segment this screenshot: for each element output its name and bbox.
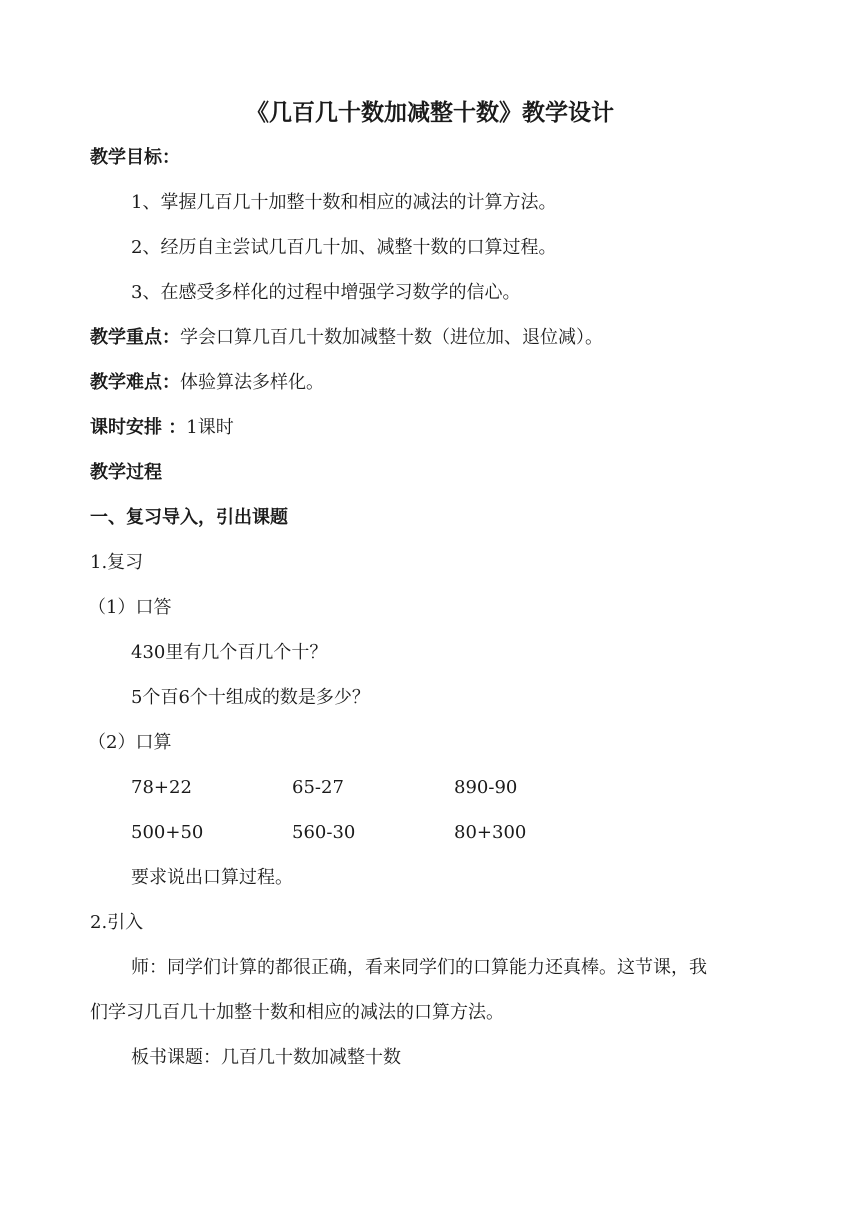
difficulty-text: 体验算法多样化。 [180,372,324,393]
intro-paragraph-line-2: 们学习几百几十加整十数和相应的减法的口算方法。 [90,1002,504,1023]
objective-item: 2、经历自主尝试几百几十加、减整十数的口算过程。 [131,237,557,258]
objective-item: 1、掌握几百几十加整十数和相应的减法的计算方法。 [131,192,557,213]
mental-math-heading: （2）口算 [88,732,172,753]
process-heading: 教学过程 [90,462,162,483]
math-problem: 80+300 [454,822,527,843]
oral-answer-heading: （1）口答 [88,597,172,618]
math-problem: 890-90 [454,777,518,798]
math-problem: 560-30 [292,822,356,843]
math-problem: 78+22 [131,777,192,798]
schedule-label: 课时安排 ： [90,417,187,438]
key-point-line [90,326,603,350]
board-title: 板书课题：几百几十数加减整十数 [131,1047,401,1068]
objectives-label: 教学目标： [90,147,180,168]
mental-math-instruction: 要求说出口算过程。 [131,867,293,888]
difficulty-line [90,371,324,395]
key-point-text: 学会口算几百几十数加减整十数（进位加、退位减）。 [180,327,603,348]
difficulty-label: 教学难点： [90,372,180,393]
math-problem: 500+50 [131,822,204,843]
schedule-text: 1课时 [186,417,234,438]
key-point-label: 教学重点： [90,327,180,348]
math-problem: 65-27 [292,777,344,798]
oral-question: 5个百6个十组成的数是多少？ [131,687,370,708]
oral-question: 430里有几个百几个十？ [131,642,328,663]
intro-heading: 2.引入 [90,912,144,933]
review-heading: 1.复习 [90,552,144,573]
intro-paragraph-line-1: 师：同学们计算的都很正确，看来同学们的口算能力还真棒。这节课，我 [131,957,707,978]
section-one-heading: 一、复习导入，引出课题 [90,507,288,528]
objective-item: 3、在感受多样化的过程中增强学习数学的信心。 [131,282,521,303]
document-title: 《几百几十数加减整十数》教学设计 [246,100,614,126]
schedule-line [90,416,234,440]
